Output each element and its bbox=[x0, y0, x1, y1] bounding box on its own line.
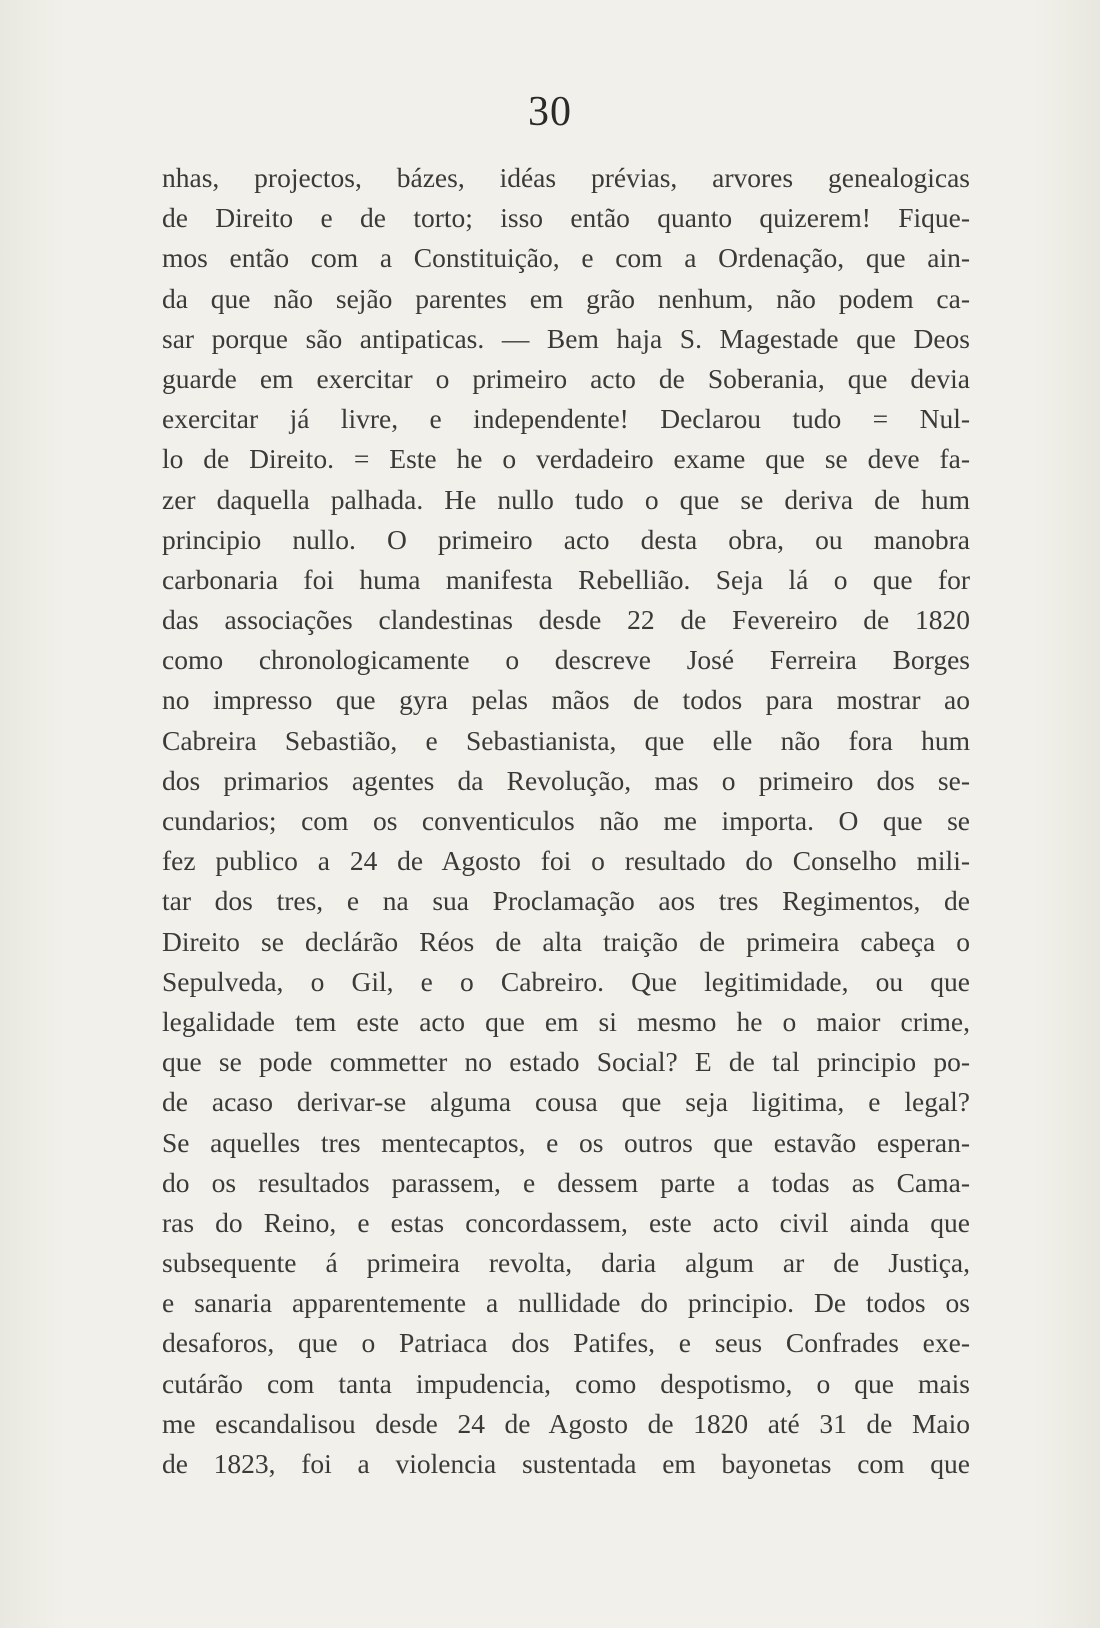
page-number: 30 bbox=[528, 89, 572, 135]
text-line: nhas, projectos, bázes, idéas prévias, arvores genealogicas bbox=[162, 162, 970, 193]
text-line: exercitar já livre, e independente! Declarou tudo = Nul- bbox=[162, 403, 970, 435]
text-line: sar porque são antipaticas. — Bem haja S. Magestade que Deos bbox=[162, 322, 970, 354]
text-line: cutárão com tanta impudencia, como despotismo, o que mais bbox=[162, 1367, 970, 1399]
text-line: Cabreira Sebastião, e Sebastianista, que elle não fora hum bbox=[162, 724, 970, 756]
text-line: lo de Direito. = Este he o verdadeiro exame que se deve fa- bbox=[162, 443, 970, 475]
text-line: do os resultados parassem, e dessem parte a todas as Cama- bbox=[162, 1166, 970, 1198]
text-line: de acaso derivar-se alguma cousa que seja ligitima, e legal? bbox=[162, 1086, 970, 1118]
text-line: legalidade tem este acto que em si mesmo he o maior crime, bbox=[162, 1005, 970, 1037]
text-line: das associações clandestinas desde 22 de Fevereiro de 1820 bbox=[162, 604, 970, 636]
body-text bbox=[162, 158, 970, 1484]
text-line: mos então com a Constituição, e com a Ordenação, que ain- bbox=[162, 242, 970, 274]
text-line: ras do Reino, e estas concordassem, este acto civil ainda que bbox=[162, 1206, 970, 1238]
text-line: no impresso que gyra pelas mãos de todos para mostrar ao bbox=[162, 684, 970, 716]
text-line: e sanaria apparentemente a nullidade do principio. De todos os bbox=[162, 1287, 970, 1319]
text-line: cundarios; com os conventiculos não me importa. O que se bbox=[162, 805, 970, 836]
text-line: zer daquella palhada. He nullo tudo o que se deriva de hum bbox=[162, 483, 970, 515]
text-line: carbonaria foi huma manifesta Rebellião. Seja lá o que for bbox=[162, 563, 970, 595]
text-line: desaforos, que o Patriaca dos Patifes, e seus Confrades exe- bbox=[162, 1327, 970, 1359]
text-line: Direito se declárão Réos de alta traição de primeira cabeça o bbox=[162, 925, 970, 957]
text-line: dos primarios agentes da Revolução, mas o primeiro dos se- bbox=[162, 764, 970, 796]
text-line: que se pode commetter no estado Social? E de tal principio po- bbox=[162, 1046, 970, 1078]
text-line: da que não sejão parentes em grão nenhum, não podem ca- bbox=[162, 282, 970, 314]
text-line: como chronologicamente o descreve José Ferreira Borges bbox=[162, 644, 970, 676]
text-line: subsequente á primeira revolta, daria algum ar de Justiça, bbox=[162, 1247, 970, 1279]
text-line: de 1823, foi a violencia sustentada em bayonetas com que bbox=[162, 1448, 970, 1479]
text-line: de Direito e de torto; isso então quanto quizerem! Fique- bbox=[162, 202, 970, 234]
text-line: principio nullo. O primeiro acto desta obra, ou manobra bbox=[162, 523, 970, 555]
text-line: Sepulveda, o Gil, e o Cabreiro. Que legitimidade, ou que bbox=[162, 965, 970, 997]
text-line: fez publico a 24 de Agosto foi o resultado do Conselho mili- bbox=[162, 845, 970, 877]
text-line: guarde em exercitar o primeiro acto de Soberania, que devia bbox=[162, 362, 970, 394]
text-line: tar dos tres, e na sua Proclamação aos tres Regimentos, de bbox=[162, 885, 970, 917]
text-line: me escandalisou desde 24 de Agosto de 1820 até 31 de Maio bbox=[162, 1407, 970, 1439]
text-line: Se aquelles tres mentecaptos, e os outros que estavão esperan- bbox=[162, 1126, 970, 1158]
